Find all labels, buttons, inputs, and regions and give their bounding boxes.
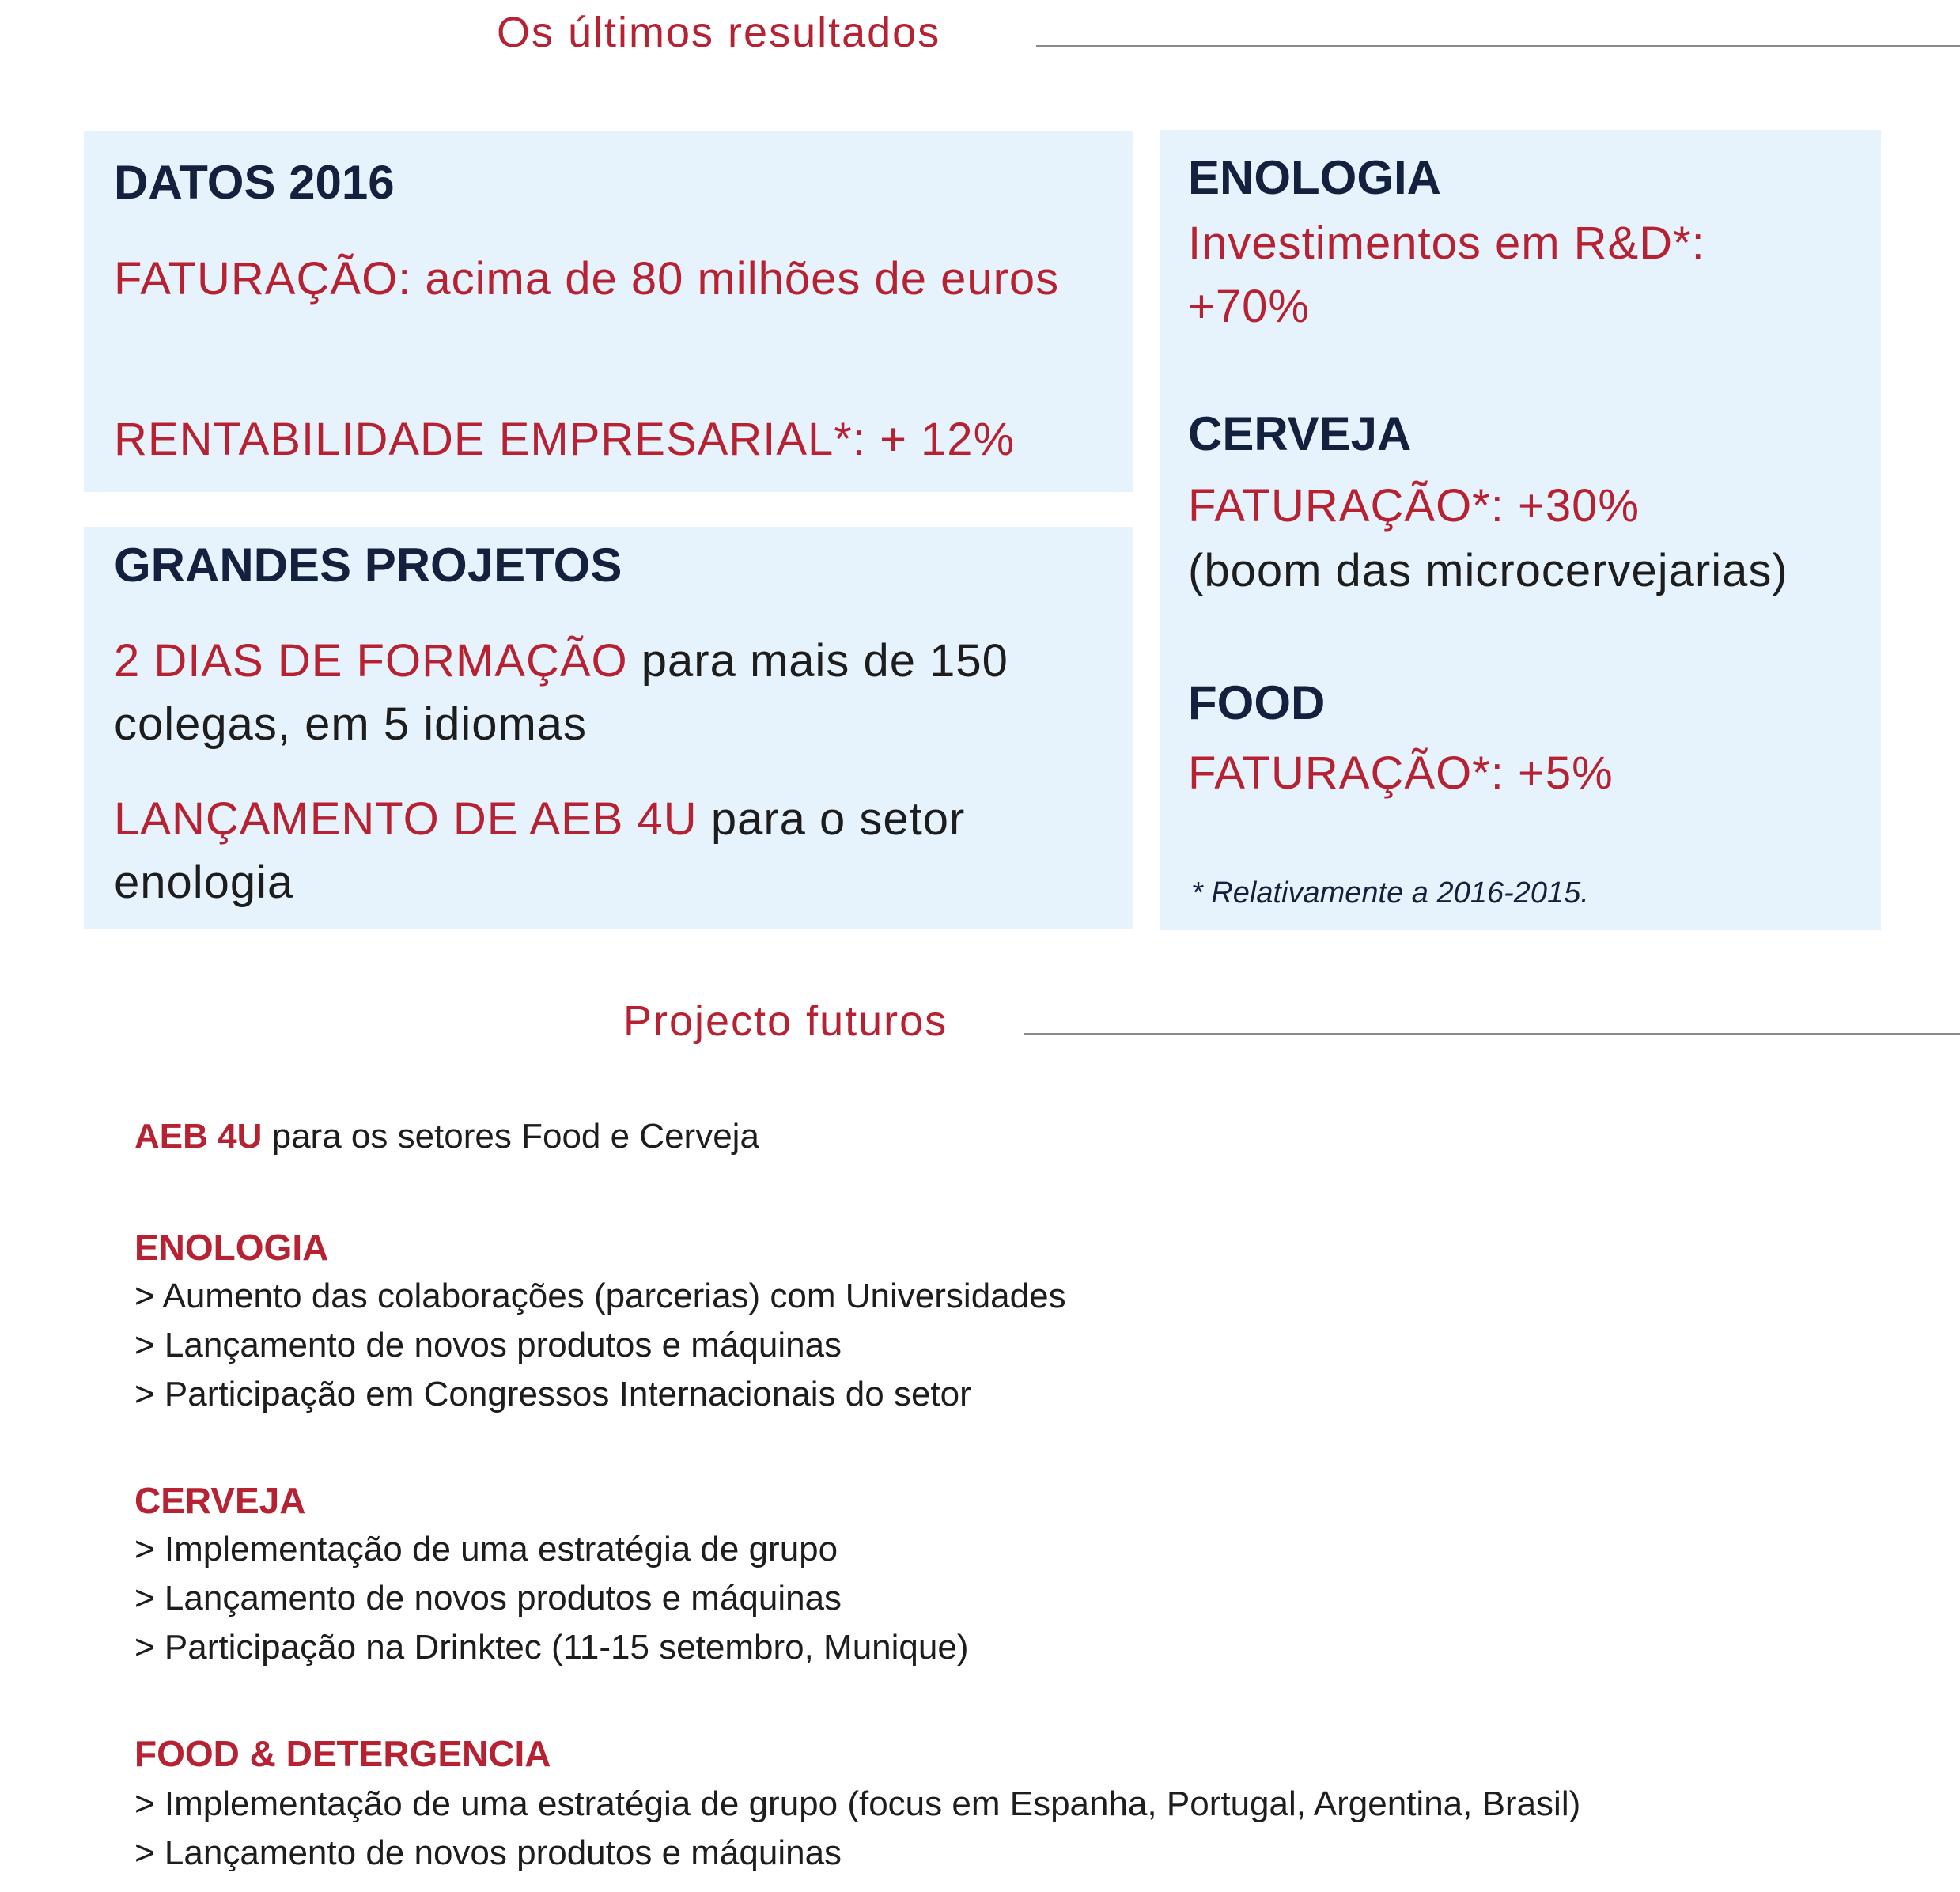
section-title-futuros: Projecto futuros <box>623 997 948 1045</box>
sector-cerveja-note: (boom das microcervejarias) <box>1188 545 1788 596</box>
list-item: > Implementação de uma estratégia de grupo <box>134 1530 838 1568</box>
datos-2016-box <box>84 131 1133 492</box>
formacao-rest: para mais de 150 colegas, em 5 idiomas <box>114 635 1008 750</box>
list-item: > Lançamento de novos produtos e máquinas <box>134 1579 842 1618</box>
sector-food-text: FATURAÇÃO*: +5% <box>1188 747 1614 799</box>
futuros-enologia-heading: ENOLOGIA <box>134 1227 329 1268</box>
sector-enologia-heading: ENOLOGIA <box>1188 151 1442 204</box>
aeb-rest: para os setores Food e Cerveja <box>262 1117 759 1156</box>
list-item: > Lançamento de novos produtos e máquinas <box>134 1833 842 1872</box>
lancamento-highlight: LANÇAMENTO DE AEB 4U <box>114 793 698 845</box>
list-item: > Participação em Congressos Internacionais do setor <box>134 1375 971 1413</box>
list-item: > Lançamento de novos produtos e máquinas <box>134 1326 842 1364</box>
list-item: > Implementação de uma estratégia de grupo (focus em Espanha, Portugal, Argentina, Brasil) <box>134 1784 1581 1823</box>
futuros-aeb-line <box>134 1112 759 1161</box>
formacao-highlight: 2 DIAS DE FORMAÇÃO <box>114 635 628 687</box>
grandes-item-lancamento <box>114 788 1095 914</box>
section-divider <box>1036 45 1960 47</box>
section-header-futuros <box>0 989 1960 1052</box>
datos-faturacao: FATURAÇÃO: acima de 80 milhões de euros <box>114 253 1060 305</box>
sector-food-heading: FOOD <box>1188 676 1326 729</box>
list-item: > Aumento das colaborações (parcerias) com Universidades <box>134 1277 1066 1315</box>
grandes-projetos-box <box>84 527 1133 929</box>
list-item: > Participação na Drinktec (11-15 setembro, Munique) <box>134 1628 969 1667</box>
aeb-highlight: AEB 4U <box>134 1117 263 1156</box>
futuros-cerveja-heading: CERVEJA <box>134 1480 306 1521</box>
section-divider <box>1024 1033 1960 1035</box>
lancamento-rest: para o setor enologia <box>114 793 966 908</box>
sector-cerveja-text: FATURAÇÃO*: +30% <box>1188 480 1640 532</box>
grandes-item-formacao <box>114 630 1095 756</box>
sectors-box <box>1160 130 1881 930</box>
sector-footnote: * Relativamente a 2016-2015. <box>1191 876 1589 910</box>
section-title-results: Os últimos resultados <box>497 9 941 56</box>
sector-enologia-text: Investimentos em R&D*: +70% <box>1188 218 1705 332</box>
grandes-heading: GRANDES PROJETOS <box>114 539 622 592</box>
datos-heading: DATOS 2016 <box>114 156 395 209</box>
datos-rentabilidade: RENTABILIDADE EMPRESARIAL*: + 12% <box>114 414 1016 465</box>
section-header-results <box>0 0 1960 63</box>
sector-cerveja-heading: CERVEJA <box>1188 407 1412 460</box>
futuros-food-heading: FOOD & DETERGENCIA <box>134 1733 551 1774</box>
